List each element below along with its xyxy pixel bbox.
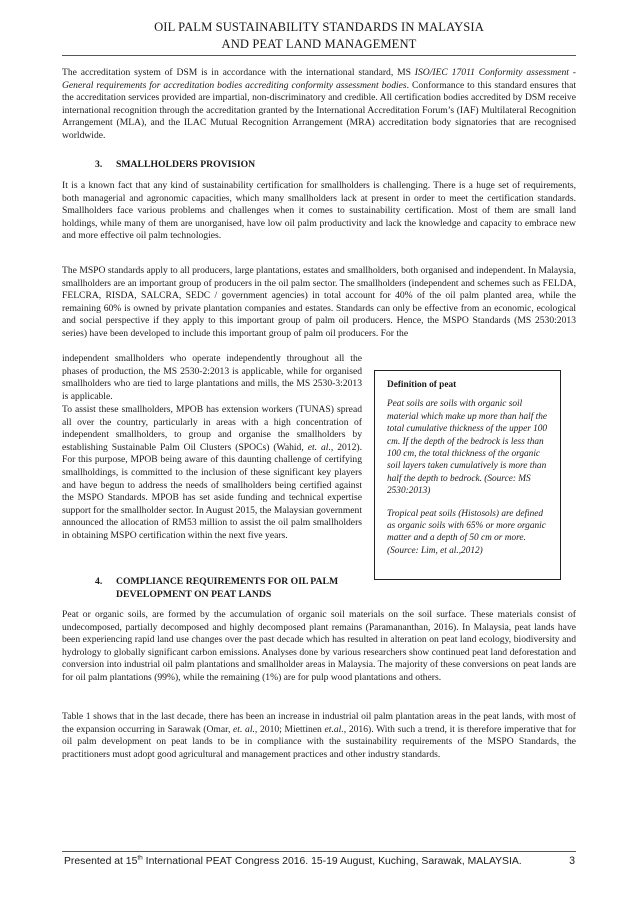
footer-text bbox=[64, 855, 569, 868]
section-4-title-line2: DEVELOPMENT ON PEAT LANDS bbox=[116, 589, 272, 600]
definition-box-title: Definition of peat bbox=[387, 380, 457, 390]
footer-ordinal: th bbox=[137, 854, 143, 862]
section-4-number: 4. bbox=[95, 576, 103, 587]
definition-of-peat-box bbox=[374, 370, 561, 580]
definition-box-paragraph-1: Peat soils are soils with organic soil material which make up more than half the total cumulative thickness of the upper 100 cm. If the depth of the bedrock is less than 100 cm, the total thickness of the organic soil layers taken cumulatively is more than half the depth to bedrock. (Source: MS 2530:2013) bbox=[387, 399, 548, 497]
intro-text-c: . Conformance to this standard ensures that the accreditation services provided are impartial, non-discriminatory and credible. All certification bodies accredited by DSM receive international recognition through the accreditation granted by the International Accreditation Forum’s (IAF) Multilateral Recognition Arrangement (MLA), and the ILAC Mutual Recognition Arrangement (MRA) accreditation body signatories that are recognised worldwide. bbox=[62, 79, 577, 141]
p4-etal-2: et.al. bbox=[324, 723, 344, 735]
p3-etal: et. al. bbox=[307, 441, 331, 453]
section-4-paragraph-1: Peat or organic soils, are formed by the accumulation of organic soil materials on the soil surface. These materials consist of undecomposed, partially decomposed and highly decomposed plant remains (Paramananthan, 2016). In Malaysia, peat lands have been experiencing rapid land use changes over the past decade which has resulted in alteration on peat land ecology, biodiversity and hydrology to globally significant carbon emissions. Analyses done by various researchers show continued peat land deforestation and conversion into industrial oil palm plantations and smallholder areas in Malaysia. The majority of these conversions on peat lands are for oil palm plantations (99%), while the remaining (1%) are for pulp wood plantations and others. bbox=[62, 609, 576, 683]
definition-box-content bbox=[387, 379, 550, 557]
p4-text-e: , 2016). With such a trend, it is therefore imperative that for oil palm development on peat lands to be in compliance with the sustainability requirements of the MSPO Standards, the practitioners must adopt good agricultural and management practices and other industry standards. bbox=[62, 723, 576, 760]
intro-text-a: The accreditation system of DSM is in accordance with the international standard, MS bbox=[62, 67, 415, 78]
p4-etal-1: et. al. bbox=[233, 723, 255, 735]
section-3-paragraph-3 bbox=[62, 404, 362, 543]
definition-box-paragraph-2: Tropical peat soils (Histosols) are defined as organic soils with 65% or more organic matter and a depth of 50 cm or more. (Source: Lim, et al.,2012) bbox=[387, 508, 546, 556]
footer-text-b: International PEAT Congress 2016. 15-19 August, Kuching, Sarawak, MALAYSIA. bbox=[142, 856, 522, 867]
intro-standard-title: ISO/IEC 17011 Conformity assessment - General requirements for accreditation bodies accrediting conformity assessment bodies bbox=[62, 67, 576, 91]
section-3-title: SMALLHOLDERS PROVISION bbox=[116, 159, 256, 170]
section-3-paragraph-2: The MSPO standards apply to all producers, large plantations, estates and smallholders, both organised and independent. In Malaysia, smallholders are an important group of producers in the oil palm sector. The smallholders (independent and schemes such as FELDA, FELCRA, RISDA, SALCRA, SEDC / government agencies) in total account for 40% of the oil palm planted area, while the remaining 60% is owned by private plantation companies and estates. Standards can only be effective from an economic, ecological and social perspective if they apply to this important group of palm oil producers. Hence, the MSPO Standards (MS 2530:2013 series) have been developed to include this important group of palm oil producers. For the bbox=[62, 265, 576, 339]
running-header-line1: OIL PALM SUSTAINABILITY STANDARDS IN MALAYSIA bbox=[154, 20, 484, 34]
header-rule bbox=[62, 55, 576, 56]
section-3-number: 3. bbox=[95, 159, 103, 170]
intro-paragraph bbox=[62, 67, 576, 143]
footer-rule bbox=[62, 851, 576, 852]
section-3-paragraph-1: It is a known fact that any kind of sustainability certification for smallholders is challenging. There is a huge set of requirements, both managerial and agronomic capacities, which many smallholders lack at present in order to meet the certification standards. Smallholders face various problems and challenges when it comes to sustainability certification. Most of them are small land holdings, while many of them are unorganised, have low oil palm productivity and lack the knowledge and capacity to embrace new and more effective oil palm technologies. bbox=[62, 180, 576, 242]
p3-text-a: To assist these smallholders, MPOB has extension workers (TUNAS) spread all over the country, particularly in areas with a high concentration of independent smallholders, to group and organise the smallholders by establishing Sustainable Palm Oil Clusters (SPOCs) (Wahid, bbox=[62, 404, 362, 453]
footer-text-a: Presented at 15 bbox=[64, 856, 138, 867]
running-header-line2: AND PEAT LAND MANAGEMENT bbox=[221, 37, 417, 51]
section-4-title-line1: COMPLIANCE REQUIREMENTS FOR OIL PALM bbox=[116, 576, 339, 587]
page-number: 3 bbox=[569, 855, 575, 867]
p4-text-c: , 2010; Miettinen bbox=[254, 723, 325, 735]
section-3-paragraph-2-cont: independent smallholders who operate independently throughout all the phases of production, the MS 2530-2:2013 is applicable, while for organised smallholders who are tied to large plantations and mills, the MS 2530-3:2013 is applicable. bbox=[62, 353, 362, 402]
p3-text-c: , 2012). For this purpose, MPOB being aware of this daunting challenge of certifying smallholdings, is committed to the inclusion of these significant key players and have begun to address the needs of smallholders being certified against the MSPO Standards. MPOB has set aside funding and technical expertise support for the smallholder sector. In August 2015, the Malaysian government announced the allocation of RM53 million to assist the oil palm smallholders in obtaining MSPO certification within the next five years. bbox=[62, 441, 363, 541]
section-4-paragraph-2 bbox=[62, 711, 576, 761]
p4-text-a: Table 1 shows that in the last decade, there has been an increase in industrial oil palm plantation areas in the peat lands, with most of the expansion occurring in Sarawak (Omar, bbox=[62, 711, 576, 735]
